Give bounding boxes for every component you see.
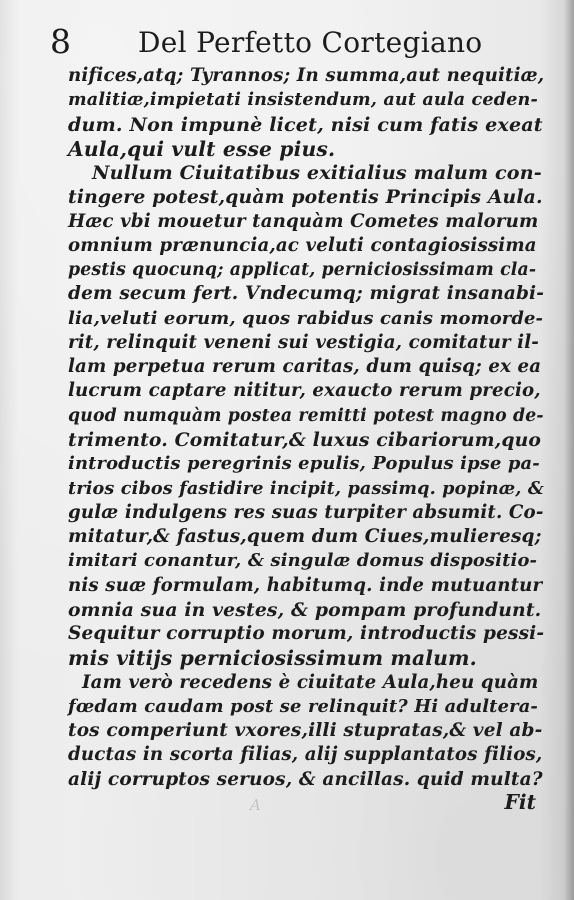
text-line: lucrum captare nititur, exaucto rerum precio, [68, 380, 541, 402]
text-line: omnia sua in vestes, & pompam profundunt. [68, 598, 542, 621]
text-line: ductas in scorta filias, alij supplantatos filios, [68, 744, 543, 766]
text-line: trimento. Comitatur,& luxus cibariorum,quo [68, 428, 542, 451]
text-line: lam perpetua rerum caritas, dum quisq; ex ea [68, 356, 542, 378]
text-line: Sequitur corruptio morum, introductis pessi- [68, 623, 545, 645]
text-line: introductis peregrinis epulis, Populus ipse pa- [68, 453, 540, 475]
text-line: imitari conantur, & singulæ domus dispositio- [68, 550, 538, 572]
page-number: 8 [50, 22, 71, 61]
text-line: omnium prænuncia,ac veluti contagiosissima [68, 234, 537, 256]
page-header [50, 22, 520, 62]
text-line: pestis quocunq; applicat, perniciosissimam cla- [68, 260, 537, 281]
text-line: dem secum fert. Vndecumq; migrat insanabi- [68, 283, 545, 305]
text-line: lia,veluti eorum, quos rabidus canis momorde- [68, 307, 544, 329]
text-line: nis suæ formulam, habitumq. inde mutuantur [68, 574, 543, 596]
text-line: trios cibos fastidire incipit, passimq. popinæ, & [68, 477, 544, 499]
text-line: gulæ indulgens res suas turpiter absumit. Co- [68, 501, 544, 523]
text-line: Nullum Ciuitatibus exitialius malum con- [92, 161, 542, 185]
text-line: mis vitijs perniciosissimum malum. [68, 646, 477, 671]
text-line: malitiæ,impietati insistendum, aut aula ceden- [68, 89, 538, 111]
text-line: rit, relinquit veneni sui vestigia, comitatur il- [68, 331, 539, 353]
text-line: Iam verò recedens è ciuitate Aula,heu quàm [82, 671, 539, 693]
text-line: quod numquàm postea remitti potest magno de- [68, 405, 544, 426]
text-line: fœdam caudam post se relinquit? Hi adultera- [68, 695, 539, 717]
text-line: dum. Non impunè licet, nisi cum fatis exeat [68, 112, 543, 136]
signature-mark: A [250, 796, 263, 814]
catchword: Fit [504, 790, 536, 814]
text-line: alij corruptos seruos, & ancillas. quid multa? [68, 768, 543, 790]
text-line: nifices,atq; Tyrannos; In summa,aut nequitiæ, [68, 65, 545, 86]
text-line: Aula,qui vult esse pius. [68, 136, 336, 161]
running-title: Del Perfetto Cortegiano [138, 26, 483, 59]
page-footer [0, 790, 574, 820]
page-edge-shadow [564, 0, 574, 900]
text-line: tingere potest,quàm potentis Principis Aula. [68, 186, 543, 209]
text-line: Hæc vbi mouetur tanquàm Cometes malorum [68, 210, 539, 232]
text-line: tos comperiunt vxores,illi stupratas,& vel ab- [68, 720, 543, 742]
text-line: mitatur,& fastus,quem dum Ciues,mulieresq; [68, 526, 542, 548]
body-text [68, 64, 544, 792]
